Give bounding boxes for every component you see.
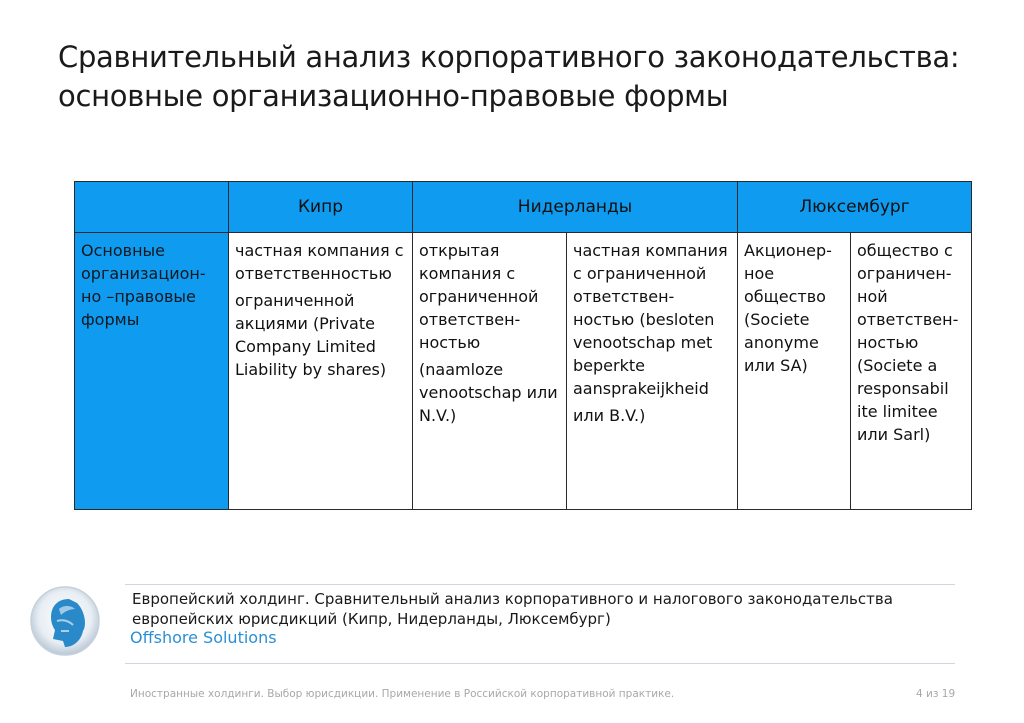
cell-netherlands-nv	[413, 233, 567, 510]
cell-nv-text-1: открытая компания с ограниченной ответствен-ностью	[419, 241, 539, 352]
page-title: Сравнительный анализ корпоративного законодательства: основные организационно-правовые формы	[58, 40, 960, 113]
cell-cyprus-text-2: ограниченной акциями (Private Company Limited Liability by shares)	[235, 291, 387, 379]
cell-bv-text-1: частная компания с ограниченной ответствен-ностью (besloten venootschap met beperkte aansprakeijkheid	[573, 241, 728, 398]
header-corner-cell	[75, 182, 229, 233]
header-luxembourg: Люксембург	[738, 182, 972, 233]
page-number: 4 из 19	[916, 688, 956, 700]
cell-bv-text-2: или B.V.)	[573, 406, 646, 425]
header-cyprus: Кипр	[229, 182, 413, 233]
comparison-table	[74, 181, 972, 510]
footer-description: Европейский холдинг. Сравнительный анализ корпоративного и налогового законодательства европейских юрисдикций (Кипр, Нидерланды, Люксембург)	[132, 590, 893, 628]
cell-luxembourg-sa: Акционер-ное общество (Societe anonyme или SA)	[738, 233, 851, 510]
table-row	[75, 233, 972, 510]
brand-name: Offshore Solutions	[130, 628, 277, 647]
row-label-legal-forms: Основные организацион-но –правовые формы	[75, 233, 229, 510]
cell-netherlands-bv	[567, 233, 738, 510]
footer-divider-top	[125, 584, 955, 585]
footer-divider-bottom	[125, 663, 955, 664]
cell-luxembourg-sarl: общество с ограничен-ной ответствен-ностью (Societe a responsabil ite limitee или Sarl)	[851, 233, 972, 510]
header-netherlands: Нидерланды	[413, 182, 738, 233]
cell-nv-text-2: (naamloze venootschap или N.V.)	[419, 360, 558, 425]
cell-cyprus-private-company	[229, 233, 413, 510]
table-header-row	[75, 182, 972, 233]
presentation-subtitle: Иностранные холдинги. Выбор юрисдикции. Применение в Российской корпоративной практике.	[130, 688, 675, 700]
head-profile-logo-icon	[29, 585, 101, 657]
cell-cyprus-text-1: частная компания с ответственностью	[235, 241, 404, 283]
